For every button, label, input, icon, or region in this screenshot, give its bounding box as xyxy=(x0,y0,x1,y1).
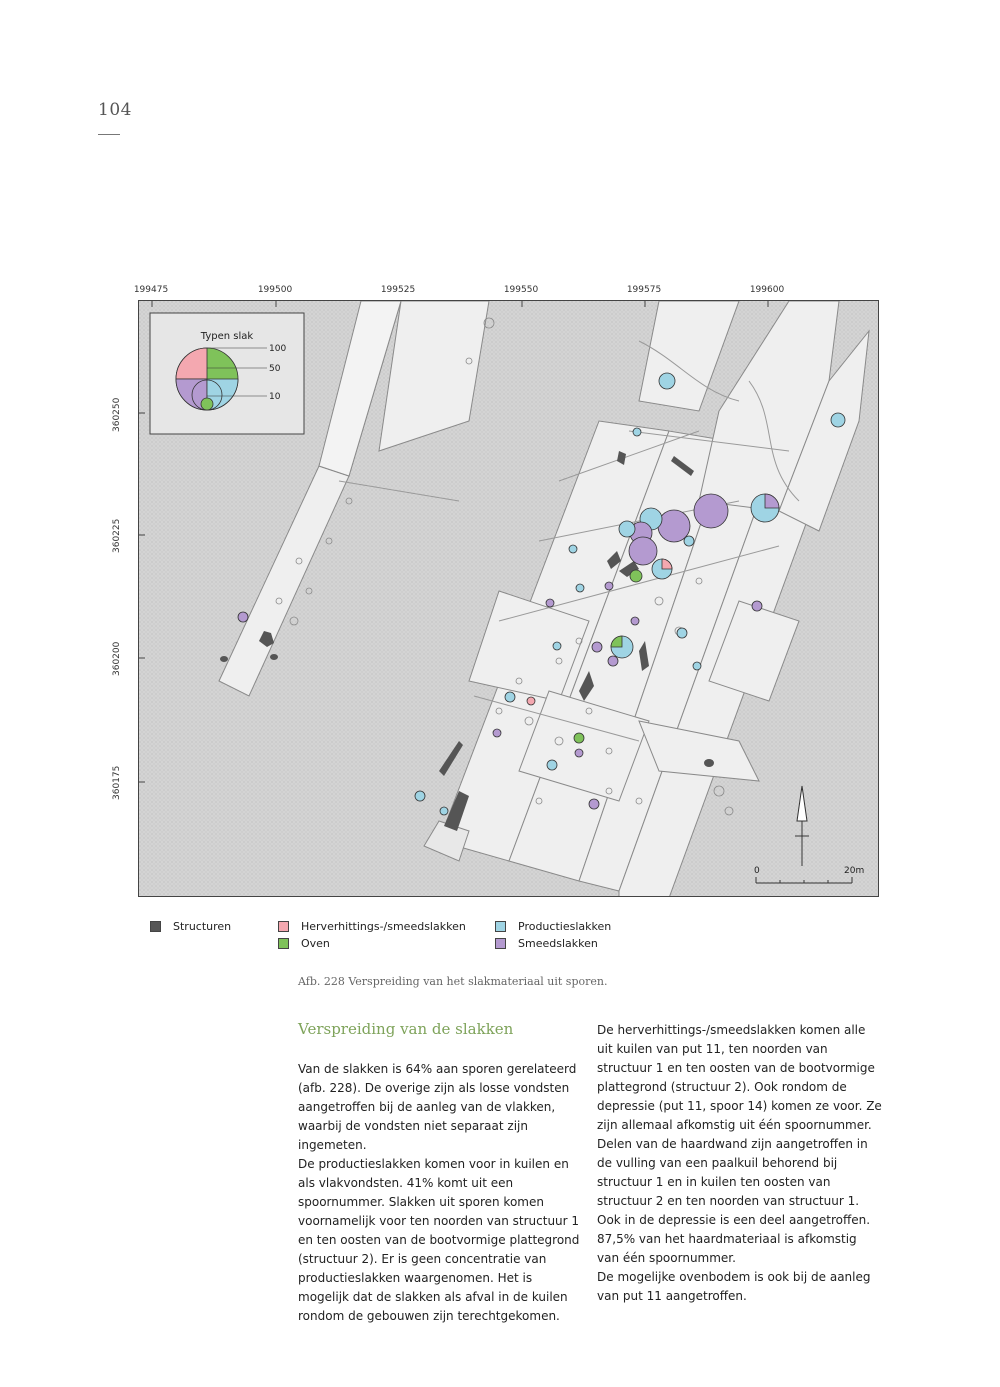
legend-swatch-structuren xyxy=(150,921,161,932)
figure-caption: Afb. 228 Verspreiding van het slakmateriaal uit sporen. xyxy=(298,975,608,988)
section-title: Verspreiding van de slakken xyxy=(298,1020,514,1038)
legend-label: Structuren xyxy=(173,920,232,933)
scale-bar-end: 20m xyxy=(844,866,865,876)
inset-scale-label: 100 xyxy=(269,344,287,354)
slag-pie xyxy=(630,570,642,582)
legend-oven xyxy=(278,937,330,950)
legend-swatch-productie xyxy=(495,921,506,932)
legend-label: Oven xyxy=(301,937,330,950)
slag-pie xyxy=(440,807,448,815)
slag-pie xyxy=(589,799,599,809)
x-axis-label: 199500 xyxy=(257,285,293,295)
slag-pie xyxy=(633,428,641,436)
legend-structuren xyxy=(150,920,231,933)
x-axis-label: 199525 xyxy=(380,285,416,295)
y-axis-label: 360200 xyxy=(112,641,122,676)
x-axis-label: 199550 xyxy=(503,285,539,295)
inset-scale-label: 10 xyxy=(269,392,281,402)
slag-pie xyxy=(553,642,561,650)
slag-pie xyxy=(694,494,728,528)
page-number: 104 xyxy=(98,100,132,120)
legend-productie xyxy=(495,920,611,933)
slag-pie xyxy=(605,582,613,590)
legend-swatch-smeed xyxy=(495,938,506,949)
slag-pie xyxy=(574,733,584,743)
legend-label: Smeedslakken xyxy=(518,937,598,950)
inset-pie-10 xyxy=(201,398,213,410)
slag-pie xyxy=(547,760,557,770)
slag-pie xyxy=(693,662,701,670)
slag-pie xyxy=(592,642,602,652)
paragraph: De productieslakken komen voor in kuilen en als vlakvondsten. 41% komt uit een spoornummer. Slakken uit sporen komen voornamelijk voor ten noorden van structuur 1 en ten oosten van de bootvormige plattegrond (structuur 2). Er is geen concentratie van productieslakken waargenomen. Het is mogelijk dat de slakken als afval in de kuilen rondom de gebouwen zijn terechtgekomen. xyxy=(298,1157,580,1323)
y-axis-label: 360250 xyxy=(112,397,122,432)
excavation-map xyxy=(138,300,879,897)
legend-label: Productieslakken xyxy=(518,920,612,933)
scale-bar-start: 0 xyxy=(754,866,760,876)
x-axis-label: 199575 xyxy=(626,285,662,295)
paragraph: Delen van de haardwand zijn aangetroffen in de vulling van een paalkuil behorend bij structuur 1 en in kuilen ten oosten van structuur 2 en ten noorden van structuur 1. Ook in de depressie is een deel aangetroffen. 87,5% van het haardmateriaal is afkomstig van één spoornummer. xyxy=(597,1137,871,1265)
slag-pie xyxy=(238,612,248,622)
slag-pie xyxy=(527,697,535,705)
legend-swatch-oven xyxy=(278,938,289,949)
legend-herverhittings xyxy=(278,920,466,933)
slag-pie xyxy=(608,656,618,666)
map-svg xyxy=(139,301,879,897)
y-axis-label: 360175 xyxy=(112,765,122,800)
paragraph: De mogelijke ovenbodem is ook bij de aanleg van put 11 aangetroffen. xyxy=(597,1270,871,1303)
slag-pie xyxy=(831,413,845,427)
slag-pie xyxy=(677,628,687,638)
slag-pie xyxy=(493,729,501,737)
slag-pie xyxy=(659,373,675,389)
slag-pie xyxy=(546,599,554,607)
slag-pie xyxy=(575,749,583,757)
slag-pie xyxy=(505,692,515,702)
page-number-rule xyxy=(98,134,120,135)
slag-pie xyxy=(631,617,639,625)
slag-pie xyxy=(569,545,577,553)
inset-scale-label: 50 xyxy=(269,364,281,374)
paragraph: De herverhittings-/smeedslakken komen alle uit kuilen van put 11, ten noorden van structuur 1 en ten oosten van de bootvormige plattegrond (structuur 2). Ook rondom de depressie (put 11, spoor 14) komen ze voor. Ze zijn allemaal afkomstig uit één spoornummer. xyxy=(597,1023,882,1132)
slag-pie xyxy=(752,601,762,611)
slag-pie xyxy=(415,791,425,801)
right-column xyxy=(597,1021,882,1306)
inset-title: Typen slak xyxy=(200,331,254,342)
slag-pie xyxy=(576,584,584,592)
legend-smeed xyxy=(495,937,598,950)
x-axis-label: 199475 xyxy=(133,285,169,295)
legend-swatch-herverhittings xyxy=(278,921,289,932)
slag-pie xyxy=(684,536,694,546)
left-column xyxy=(298,1060,583,1326)
paragraph: Van de slakken is 64% aan sporen gerelateerd (afb. 228). De overige zijn als losse vondsten aangetroffen bij de aanleg van de vlakken, waarbij de vondsten niet separaat zijn ingemeten. xyxy=(298,1062,577,1152)
slag-pie xyxy=(619,521,635,537)
y-axis-label: 360225 xyxy=(112,518,122,553)
inset-legend xyxy=(150,313,304,434)
legend-label: Herverhittings-/smeedslakken xyxy=(301,920,466,933)
x-axis-label: 199600 xyxy=(749,285,785,295)
slag-pie xyxy=(629,537,657,565)
